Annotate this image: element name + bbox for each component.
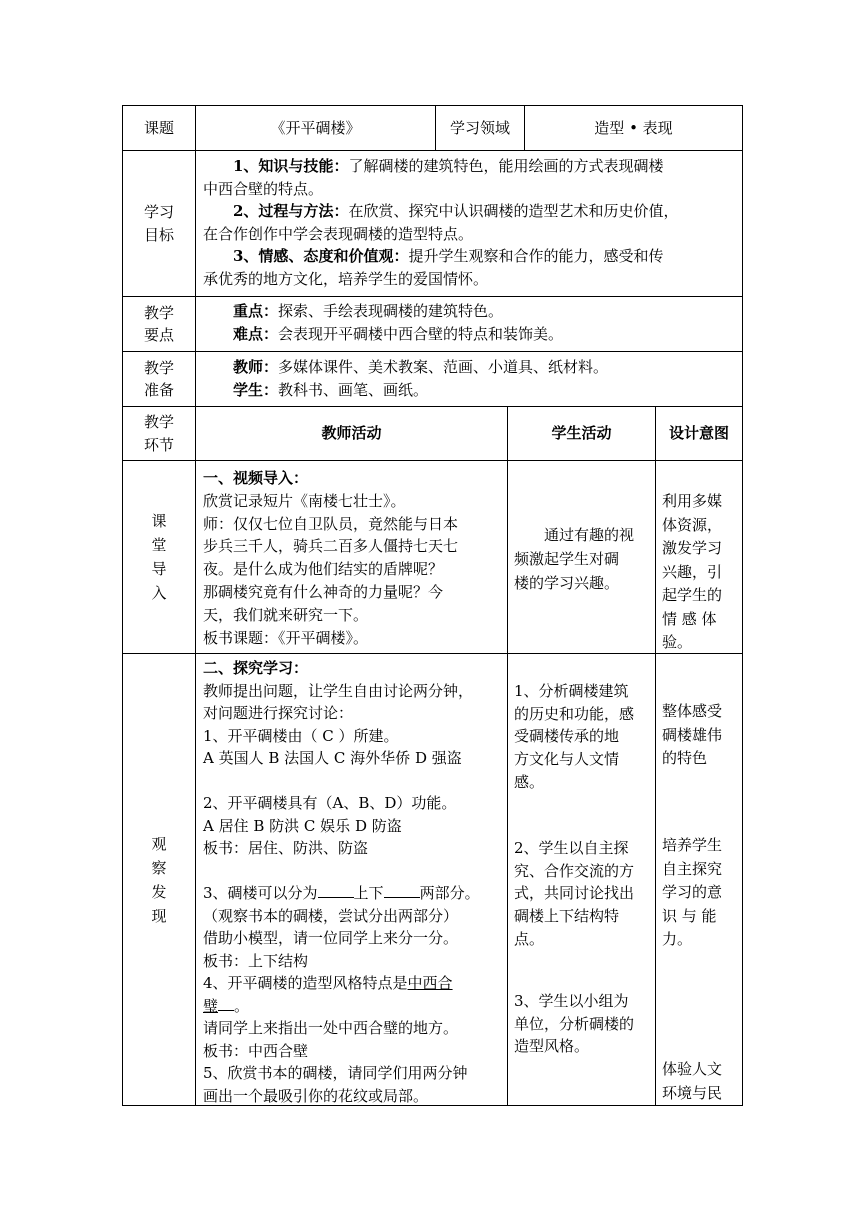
question-3-board: 板书：上下结构: [203, 951, 309, 970]
keypoint-difficulty-text: 会表现开平碉楼中西合壁的特点和装饰美。: [278, 324, 564, 343]
explore-student-activity: [514, 680, 652, 794]
intro-design-intent: [662, 490, 738, 655]
intro-line: 师：仅仅七位自卫队员，竟然能与日本: [203, 514, 459, 533]
column-header-teacher: 教师活动: [321, 424, 382, 443]
table-rule: [742, 105, 743, 1106]
table-rule: [195, 105, 196, 1106]
objective-head: 1、知识与技能：: [233, 157, 349, 175]
student-point-1-line: 受碉楼传承的地: [514, 727, 620, 746]
stage-label: [123, 407, 195, 460]
explore-design-intent-2: [662, 834, 738, 952]
explore-stage-label: [123, 654, 195, 1105]
intent-line: 学习的意: [662, 883, 723, 901]
spacer: [203, 860, 503, 883]
objectives-label: [123, 151, 195, 296]
explore-heading: 二、探究学习：: [203, 659, 309, 677]
explore-label-char: 察: [151, 858, 167, 877]
student-point-1-line: 的历史和功能，感: [514, 704, 635, 723]
intent-line: 的特色: [662, 749, 708, 767]
objective-text: 在欣赏、探究中认识碉楼的造型艺术和历史价值，: [348, 202, 679, 220]
intro-label-char: 堂: [151, 536, 167, 554]
learning-domain-label: 学习领域: [449, 118, 510, 137]
keypoint-difficulty-head: 难点：: [233, 324, 279, 343]
intro-student-activity: [514, 523, 652, 595]
intro-label-char: 入: [151, 584, 167, 602]
table-rule: [122, 460, 742, 461]
keypoint-key-text: 探索、手绘表现碉楼的建筑特色。: [278, 302, 504, 320]
student-point-2-line: 点。: [514, 929, 545, 948]
intro-student-line: 频激起学生对碉: [514, 550, 620, 568]
objective-item: [203, 200, 735, 223]
explore-label-char: 现: [151, 906, 167, 925]
objective-item-cont: 在合作创作中学会表现碉楼的造型特点。: [203, 224, 474, 243]
intent-line: 起学生的: [662, 586, 723, 604]
intro-student-line: 楼的学习兴趣。: [514, 574, 620, 592]
intent-line: 激发学习: [662, 539, 723, 557]
student-point-1: 1、分析碉楼建筑: [514, 682, 629, 700]
preparation-teacher-head: 教师：: [233, 358, 279, 376]
preparation-label-line2: 准备: [143, 381, 174, 399]
intro-label-char: 导: [151, 560, 167, 578]
lesson-title: 《开平碉楼》: [270, 118, 361, 137]
keypoints-label-line1: 教学: [143, 303, 174, 322]
answer-blank: [318, 882, 354, 898]
question-2-board: 板书：居住、防洪、防盗: [203, 839, 369, 857]
question-3-note: （观察书本的碉楼，尝试分出两部分）: [203, 906, 459, 925]
intent-line: 自主探究: [662, 859, 723, 878]
question-4-text: 4、开平碉楼的造型风格特点是: [203, 974, 408, 992]
intro-line: 步兵三千人，骑兵二百多人僵持七天七: [203, 537, 459, 556]
column-header-student: 学生活动: [551, 424, 612, 443]
intro-student-line: 通过有趣的视: [544, 526, 635, 544]
student-point-1-line: 方文化与人文情: [514, 750, 620, 769]
question-3-model: 借助小模型，请一位同学上来分一分。: [203, 929, 459, 947]
explore-label-char: 观: [151, 834, 167, 853]
question-4: [203, 972, 503, 995]
question-3-text: 3、碉楼可以分为: [203, 884, 318, 902]
question-3: [203, 882, 503, 905]
intro-label-char: 课: [151, 512, 167, 530]
preparation-content: [203, 356, 735, 401]
explore-teacher-activity: [203, 657, 503, 1107]
intent-line: 验。: [662, 633, 693, 651]
subject-label: 课题: [143, 118, 174, 137]
question-1-options: A 英国人 B 法国人 C 海外华侨 D 强盗: [203, 749, 462, 767]
question-2-options: A 居住 B 防洪 C 娱乐 D 防盗: [203, 816, 402, 835]
preparation-label: [123, 352, 195, 406]
keypoint-difficulty: [203, 323, 735, 346]
intro-teacher-activity: [203, 467, 503, 649]
preparation-student-text: 教科书、画笔、画纸。: [278, 380, 429, 399]
question-5: 5、欣赏书本的碉楼，请同学们用两分钟: [203, 1064, 468, 1082]
stage-label-line2: 环节: [143, 435, 174, 454]
keypoints-label: [123, 297, 195, 351]
column-header-intent: 设计意图: [668, 424, 729, 443]
preparation-teacher-text: 多媒体课件、美术教案、范画、小道具、纸材料。: [278, 358, 609, 376]
intro-heading: 一、视频导入：: [203, 469, 309, 487]
question-4-cont: [203, 995, 503, 1018]
question-3-end: 两部分。: [419, 884, 480, 902]
student-point-3: 3、学生以小组为: [514, 992, 629, 1010]
question-2: 2、开平碉楼具有（A、B、D）功能。: [203, 794, 457, 812]
intent-line: 体验人文: [662, 1060, 723, 1078]
intro-line: 夜。是什么成为他们结实的盾牌呢？: [203, 560, 444, 579]
objectives-content: [203, 155, 735, 290]
keypoint-key: [203, 300, 735, 323]
stage-label-line1: 教学: [143, 413, 174, 431]
student-point-2: 2、学生以自主探: [514, 839, 629, 857]
keypoints-content: [203, 300, 735, 345]
objective-item: [203, 245, 735, 268]
question-5-cont: 画出一个最吸引你的花纹或局部。: [203, 1086, 429, 1105]
preparation-student-head: 学生：: [233, 380, 279, 399]
question-3-mid: 上下: [353, 884, 384, 902]
question-1: 1、开平碉楼由（ C ）所建。: [203, 726, 399, 745]
explore-student-activity-3: [514, 990, 652, 1058]
answer-blank: [218, 995, 234, 1011]
objective-text: 提升学生观察和合作的能力，感受和传: [408, 247, 664, 265]
intent-line: 整体感受: [662, 702, 723, 720]
explore-design-intent-1: [662, 700, 738, 771]
table-rule: [122, 296, 742, 297]
objective-head: 3、情感、态度和价值观：: [233, 247, 409, 265]
table-rule: [655, 406, 656, 1106]
objective-item: [203, 155, 735, 178]
intro-line: 天，我们就来研究一下。: [203, 605, 369, 624]
objectives-label-line1: 学习: [143, 203, 174, 221]
explore-line: 对问题进行探究讨论：: [203, 704, 354, 722]
objective-text: 了解碉楼的建筑特色，能用绘画的方式表现碉楼: [348, 157, 664, 175]
objectives-label-line2: 目标: [143, 225, 174, 244]
student-point-2-line: 碉楼上下结构特: [514, 907, 620, 926]
table-rule: [122, 653, 742, 654]
question-4-answer: 中西合: [407, 974, 453, 992]
table-rule: [122, 150, 742, 151]
keypoint-key-head: 重点：: [233, 302, 279, 320]
student-point-3-line: 造型风格。: [514, 1037, 590, 1056]
explore-student-activity-2: [514, 837, 652, 951]
explore-line: 教师提出问题，让学生自由讨论两分钟，: [203, 681, 474, 700]
explore-label-char: 发: [151, 882, 167, 901]
table-rule: [507, 406, 508, 1106]
objective-head: 2、过程与方法：: [233, 202, 349, 220]
intent-line: 环境与民: [662, 1083, 723, 1102]
intro-line: 板书课题：《开平碉楼》。: [203, 628, 369, 647]
preparation-teacher: [203, 356, 735, 379]
student-point-2-line: 究、合作交流的方: [514, 861, 635, 880]
objective-item-cont: 中西合壁的特点。: [203, 179, 324, 198]
explore-design-intent-3: [662, 1058, 738, 1105]
intent-line: 培养学生: [662, 836, 723, 854]
preparation-label-line1: 教学: [143, 358, 174, 377]
table-rule: [122, 351, 742, 352]
objective-item-cont: 承优秀的地方文化，培养学生的爱国情怀。: [203, 269, 489, 288]
learning-domain-value: 造型 • 表现: [594, 118, 673, 137]
student-point-1-line: 感。: [514, 772, 545, 791]
spacer: [203, 770, 503, 793]
intro-line: 那碉楼究竟有什么神奇的力量呢？今: [203, 582, 444, 601]
student-point-2-line: 式，共同讨论找出: [514, 884, 635, 903]
intent-line: 利用多媒: [662, 492, 723, 510]
student-point-3-line: 单位，分析碉楼的: [514, 1014, 635, 1033]
intro-line: 欣赏记录短片《南楼七壮士》。: [203, 491, 406, 510]
intent-line: 碉楼雄伟: [662, 725, 723, 744]
intent-line: 兴趣，引: [662, 562, 723, 581]
intent-line: 力。: [662, 930, 693, 948]
keypoints-label-line2: 要点: [143, 326, 174, 344]
question-4-answer-cont: 璧: [203, 996, 219, 1015]
preparation-student: [203, 379, 735, 402]
question-4-ask: 请同学上来指出一处中西合璧的地方。: [203, 1019, 459, 1037]
question-4-end: 。: [234, 996, 250, 1015]
intent-line: 识 与 能: [662, 906, 717, 925]
intent-line: 体资源，: [662, 515, 723, 534]
intent-line: 情 感 体: [662, 609, 717, 628]
intro-stage-label: [123, 461, 195, 653]
answer-blank: [384, 882, 420, 898]
question-4-board: 板书：中西合壁: [203, 1041, 309, 1060]
